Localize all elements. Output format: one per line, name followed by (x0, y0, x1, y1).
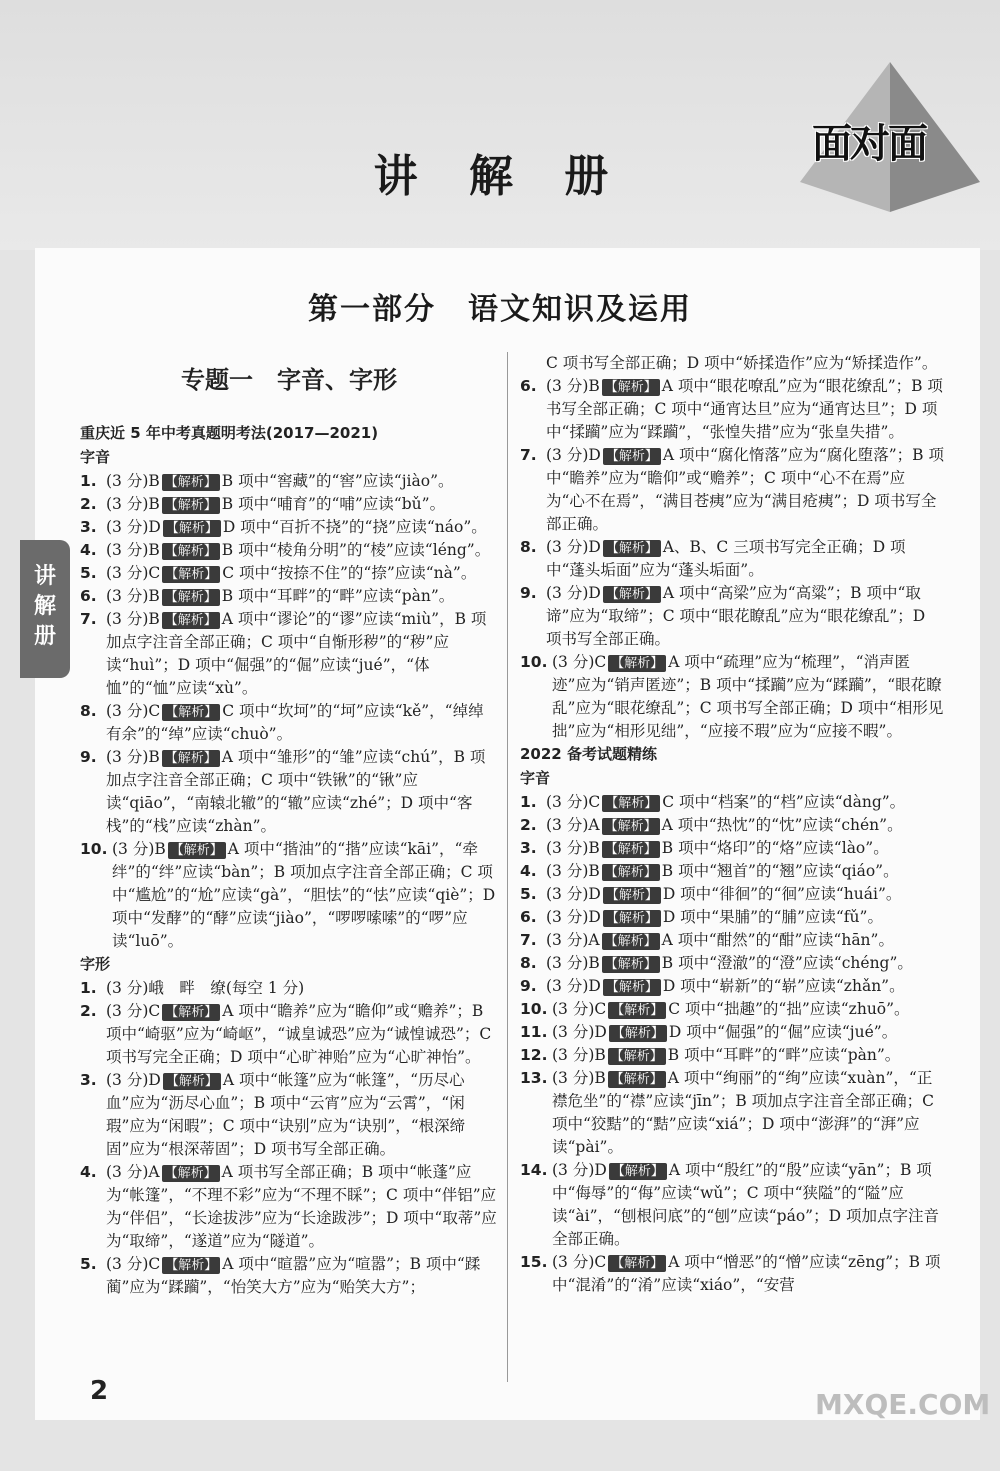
subsection-title: 字音 (80, 448, 111, 466)
analysis-tag: 【解析】 (163, 1073, 221, 1090)
book-title: 讲 解 册 (373, 151, 627, 202)
answer-item (520, 929, 944, 952)
answer-item (520, 1021, 944, 1044)
item-answer: (3 分)B (546, 954, 600, 972)
answer-item (80, 585, 498, 608)
item-explanation: B 项中“哺育”的“哺”应读“bǔ”。 (221, 495, 446, 513)
item-explanation: B 项中“棱角分明”的“棱”应读“léng”。 (221, 541, 491, 559)
answer-item (520, 1067, 944, 1159)
item-answer: (3 分)B (106, 748, 160, 766)
item-answer: (3 分)B (546, 839, 600, 857)
answer-item (80, 700, 498, 746)
item-answer: (3 分)B (106, 495, 160, 513)
item-answer: (3 分)D (546, 584, 601, 602)
item-answer: (3 分)A (106, 1163, 160, 1181)
watermark: MXQE.COM (815, 1388, 991, 1421)
item-explanation: C 项中“拙趣”的“拙”应读“zhuō”。 (668, 1000, 910, 1018)
analysis-tag: 【解析】 (163, 520, 221, 537)
item-number: 4. (80, 541, 97, 559)
item-explanation: D 项中“崭新”的“崭”应读“zhǎn”。 (662, 977, 905, 995)
item-number: 13. (520, 1069, 548, 1087)
item-explanation: A 项中“热忱”的“忱”应读“chén”。 (661, 816, 903, 834)
item-number: 2. (80, 495, 97, 513)
answer-item (520, 814, 944, 837)
analysis-tag: 【解析】 (603, 910, 661, 927)
item-explanation: A 项中“雏形”的“雏”应读“chú”，B 项加点字注音全部正确；C 项中“铁锹”的“锹”应读“qiāo”，“南辕北辙”的“辙”应读“zhé”；D 项中“客栈”的“栈”应读“zhàn”。 (106, 748, 486, 835)
analysis-tag: 【解析】 (162, 543, 220, 560)
item-number: 1. (80, 472, 97, 490)
item-number: 3. (80, 1071, 97, 1089)
item-explanation: C 项中“档案”的“档”应读“dàng”。 (662, 793, 906, 811)
item-answer: (3 分)D (106, 1071, 161, 1089)
item-answer: (3 分)C (106, 1255, 161, 1273)
item-answer: (3 分)D (106, 518, 161, 536)
item-number: 2. (520, 816, 537, 834)
item-number: 10. (80, 840, 108, 858)
item-explanation: A 项中“腐化惰落”应为“腐化堕落”；B 项中“瞻养”应为“瞻仰”或“赡养”；C 项中“心不在焉”应为“心不在焉”，“满目苍痍”应为“满目疮痍”；D 项书写全部正确。 (546, 446, 944, 533)
analysis-tag: 【解析】 (162, 750, 220, 767)
analysis-tag: 【解析】 (162, 704, 220, 721)
item-number: 10. (520, 653, 548, 671)
section-title: 重庆近 5 年中考真题明考法(2017—2021) (80, 424, 379, 442)
item-explanation: D 项中“徘徊”的“徊”应读“huái”。 (662, 885, 902, 903)
answer-item (80, 1069, 498, 1161)
analysis-tag: 【解析】 (603, 448, 661, 465)
answer-item (80, 562, 498, 585)
analysis-tag: 【解析】 (603, 887, 661, 904)
item-explanation: A 项中“疏理”应为“梳理”，“消声匿迹”应为“销声匿迹”；B 项中“揉躏”应为“蹂躏”，“眼花瞭乱”应为“眼花缭乱”；C 项书写全部正确；D 项中“相形见拙”应为“相形见绌”，“应接不瑕”应为“应接不暇”。 (552, 653, 944, 740)
item-number: 5. (80, 564, 97, 582)
item-answer: (3 分)B (546, 377, 600, 395)
item-number: 2. (80, 1002, 97, 1020)
analysis-tag: 【解析】 (608, 1048, 666, 1065)
answer-item (80, 838, 498, 953)
answer-item (520, 975, 944, 998)
analysis-tag: 【解析】 (609, 1025, 667, 1042)
side-tab-char: 讲 (33, 564, 56, 589)
answer-item (520, 375, 944, 444)
item-answer: (3 分)C (552, 653, 607, 671)
item-explanation: A 项中“高梁”应为“高粱”；B 项中“取谛”应为“取缔”；C 项中“眼花瞭乱”应为“眼花缭乱”；D 项书写全部正确。 (546, 584, 926, 648)
item-number: 3. (520, 839, 537, 857)
analysis-tag: 【解析】 (603, 586, 661, 603)
item-number: 15. (520, 1253, 548, 1271)
item-answer: (3 分)C (546, 793, 601, 811)
item-number: 3. (80, 518, 97, 536)
item-number: 1. (520, 793, 537, 811)
item-number: 4. (80, 1163, 97, 1181)
item-number: 7. (520, 931, 537, 949)
analysis-tag: 【解析】 (162, 474, 220, 491)
item-number: 9. (520, 977, 537, 995)
item-explanation: B 项中“澄澈”的“澄”应读“chéng”。 (661, 954, 913, 972)
answer-item (520, 444, 944, 536)
item-answer: (3 分)D (546, 908, 601, 926)
item-number: 6. (80, 587, 97, 605)
answer-item (520, 952, 944, 975)
item-answer: (3 分)B (106, 610, 160, 628)
answer-item (520, 1159, 944, 1251)
section-title: 2022 备考试题精练 (520, 745, 657, 763)
item-answer: (3 分)C (552, 1253, 607, 1271)
item-explanation: D 项中“百折不挠”的“挠”应读“náo”。 (222, 518, 487, 536)
answer-list (80, 977, 498, 1299)
item-answer: (3 分)D (552, 1161, 607, 1179)
brand-logo: 面对面 (812, 121, 926, 167)
item-explanation: C 项中“按捺不住”的“捺”应读“nà”。 (222, 564, 477, 582)
item-number: 9. (520, 584, 537, 602)
analysis-tag: 【解析】 (602, 795, 660, 812)
analysis-tag: 【解析】 (162, 566, 220, 583)
item-answer: (3 分)C (106, 1002, 161, 1020)
answer-item (80, 977, 498, 1000)
item-answer: (3 分)C (552, 1000, 607, 1018)
answer-item (80, 539, 498, 562)
right-column (520, 352, 944, 1297)
item-number: 7. (80, 610, 97, 628)
analysis-tag: 【解析】 (603, 540, 661, 557)
answer-item (520, 582, 944, 651)
analysis-tag: 【解析】 (608, 1255, 666, 1272)
item-answer: (3 分)B (112, 840, 166, 858)
answer-item (80, 1253, 498, 1299)
answer-item (80, 1161, 498, 1253)
item-number: 6. (520, 377, 537, 395)
item-explanation: D 项中“果脯”的“脯”应读“fǔ”。 (662, 908, 883, 926)
item-answer: (3 分)B (106, 587, 160, 605)
item-number: 8. (520, 538, 537, 556)
subsection-title: 字音 (520, 769, 551, 787)
item-explanation: A 项中“眼花嘹乱”应为“眼花缭乱”；B 项书写全部正确；C 项中“通宵达旦”应为“通宵达旦”；D 项中“揉躏”应为“蹂躏”，“张惶失措”应为“张皇失措”。 (546, 377, 943, 441)
subsection-title: 字形 (80, 955, 111, 973)
item-explanation: A 项中“谬论”的“谬”应读“miù”，B 项加点字注音全部正确；C 项中“自惭形秽”的“秽”应读“huì”；D 项中“倔强”的“倔”应读“jué”，“体恤”的“恤”应读“xù”。 (106, 610, 487, 697)
answer-list (520, 791, 944, 1297)
item-answer: (3 分)C (106, 564, 161, 582)
item-explanation: A 项中“酣然”的“酣”应读“hān”。 (661, 931, 894, 949)
item-number: 1. (80, 979, 97, 997)
answer-item (520, 906, 944, 929)
item-answer: (3 分)B (552, 1069, 606, 1087)
item-explanation: B 项中“耳畔”的“畔”应读“pàn”。 (221, 587, 455, 605)
item-answer: (3 分)B (106, 541, 160, 559)
item-number: 6. (520, 908, 537, 926)
item-explanation: A 项书写全部正确；B 项中“帐蓬”应为“帐篷”，“不理不彩”应为“不理不睬”；C 项中“伴铝”应为“伴侣”，“长途拔涉”应为“长途跋涉”；D 项中“取蒂”应为“取缔”，“遂道”应为“隧道”。 (106, 1163, 497, 1250)
analysis-tag: 【解析】 (602, 841, 660, 858)
left-column (80, 422, 498, 1299)
answer-item (520, 998, 944, 1021)
item-number: 4. (520, 862, 537, 880)
page-number: 2 (90, 1376, 109, 1406)
answer-item (520, 860, 944, 883)
item-explanation: A 项中“揩油”的“揩”应读“kāi”，“牵绊”的“绊”应读“bàn”；B 项加点字注音全部正确；C 项中“尴尬”的“尬”应读“gà”，“胆怯”的“怯”应读“qiè”；D 项中“发酵”的“酵”应读“jiào”，“啰啰嗦嗦”的“啰”应读“luō”。 (112, 840, 496, 950)
item-number: 8. (80, 702, 97, 720)
answer-item (520, 536, 944, 582)
answer-item (80, 746, 498, 838)
item-explanation: A 项中“殷红”的“殷”应读“yān”；B 项中“侮辱”的“侮”应读“wǔ”；C 项中“狭隘”的“隘”应读“ài”，“刨根问底”的“刨”应读“páo”；D 项加点字注音全部正确。 (552, 1161, 939, 1248)
item-explanation: A 项中“憎恶”的“憎”应读“zēng”；B 项中“混淆”的“淆”应读“xiáo”，“安营 (552, 1253, 941, 1294)
answer-item (80, 1000, 498, 1069)
item-answer: (3 分)A (546, 931, 600, 949)
analysis-tag: 【解析】 (603, 979, 661, 996)
side-tab-char: 册 (33, 624, 56, 649)
analysis-tag: 【解析】 (602, 864, 660, 881)
item-explanation: C 项中“坎坷”的“坷”应读“kě”，“绰绰有余”的“绰”应读“chuò”。 (106, 702, 484, 743)
analysis-tag: 【解析】 (608, 1071, 666, 1088)
continued-text: C 项书写全部正确；D 项中“娇揉造作”应为“矫揉造作”。 (546, 354, 938, 372)
answer-item (520, 883, 944, 906)
analysis-tag: 【解析】 (608, 1002, 666, 1019)
item-number: 12. (520, 1046, 548, 1064)
item-answer: (3 分)B (106, 472, 160, 490)
side-tab (20, 540, 70, 678)
item-number: 10. (520, 1000, 548, 1018)
answer-item (520, 1251, 944, 1297)
analysis-tag: 【解析】 (162, 1004, 220, 1021)
analysis-tag: 【解析】 (162, 1165, 220, 1182)
item-answer: (3 分)D (546, 538, 601, 556)
analysis-tag: 【解析】 (608, 655, 666, 672)
answer-list (80, 470, 498, 953)
analysis-tag: 【解析】 (602, 818, 660, 835)
item-answer: (3 分)B (552, 1046, 606, 1064)
analysis-tag: 【解析】 (162, 589, 220, 606)
item-answer: (3 分)D (546, 885, 601, 903)
item-explanation: A 项中“瞻养”应为“瞻仰”或“赡养”；B 项中“崎驱”应为“崎岖”，“诚皇诚恐”应为“诚惶诚恐”；C 项书写完全正确；D 项中“心旷神贻”应为“心旷神怡”。 (106, 1002, 492, 1066)
analysis-tag: 【解析】 (602, 933, 660, 950)
topic-title: 专题一 字音、字形 (181, 366, 397, 394)
item-explanation: A 项中“暄嚣”应为“喧嚣”；B 项中“蹂蔺”应为“蹂躏”，“怡笑大方”应为“贻笑大方”； (106, 1255, 481, 1296)
answer-item (80, 516, 498, 539)
item-number: 7. (520, 446, 537, 464)
part-title: 第一部分 语文知识及运用 (308, 292, 692, 327)
item-explanation: A 项中“绚丽”的“绚”应读“xuàn”，“正襟危坐”的“襟”应读“jīn”；B 项加点字注音全部正确；C 项中“狡黠”的“黠”应读“xiá”；D 项中“澎湃”的“湃”应读“pài”。 (552, 1069, 935, 1156)
item-answer: (3 分)D (546, 446, 601, 464)
answer-item (520, 1044, 944, 1067)
item-explanation: B 项中“烙印”的“烙”应读“lào”。 (661, 839, 889, 857)
answer-item (520, 837, 944, 860)
analysis-tag: 【解析】 (168, 842, 226, 859)
item-answer: (3 分)B (546, 862, 600, 880)
item-number: 8. (520, 954, 537, 972)
answer-item (520, 651, 944, 743)
item-explanation: B 项中“窖藏”的“窖”应读“jiào”。 (221, 472, 454, 490)
item-number: 9. (80, 748, 97, 766)
answer-list (520, 375, 944, 743)
item-answer: (3 分)A (546, 816, 600, 834)
item-answer: (3 分)D (552, 1023, 607, 1041)
analysis-tag: 【解析】 (162, 497, 220, 514)
item-number: 5. (80, 1255, 97, 1273)
item-explanation: B 项中“翘首”的“翘”应读“qiáo”。 (661, 862, 899, 880)
item-number: 14. (520, 1161, 548, 1179)
item-answer: (3 分)D (546, 977, 601, 995)
analysis-tag: 【解析】 (602, 956, 660, 973)
answer-item (80, 470, 498, 493)
answer-item (80, 608, 498, 700)
analysis-tag: 【解析】 (609, 1163, 667, 1180)
item-number: 5. (520, 885, 537, 903)
item-number: 11. (520, 1023, 548, 1041)
item-explanation: B 项中“耳畔”的“畔”应读“pàn”。 (667, 1046, 901, 1064)
analysis-tag: 【解析】 (602, 379, 660, 396)
item-explanation: A、B、C 三项书写完全正确；D 项中“蓬头垢面”应为“蓬头垢面”。 (546, 538, 906, 579)
item-explanation: A 项中“帐篷”应为“帐篷”，“历尽心血”应为“沥尽心血”；B 项中“云宵”应为“云霄”，“闲瑕”应为“闲暇”；C 项中“诀别”应为“诀别”，“根深缔固”应为“根深蒂固”；D 项书写全部正确。 (106, 1071, 466, 1158)
item-answer: (3 分)C (106, 702, 161, 720)
item-explanation: D 项中“倔强”的“倔”应读“jué”。 (668, 1023, 898, 1041)
analysis-tag: 【解析】 (162, 1257, 220, 1274)
item-answer: (3 分)峨 畔 缭(每空 1 分) (106, 979, 305, 997)
answer-item (80, 493, 498, 516)
analysis-tag: 【解析】 (162, 612, 220, 629)
side-tab-char: 解 (33, 594, 56, 619)
answer-item (520, 791, 944, 814)
column-divider (507, 352, 508, 1382)
